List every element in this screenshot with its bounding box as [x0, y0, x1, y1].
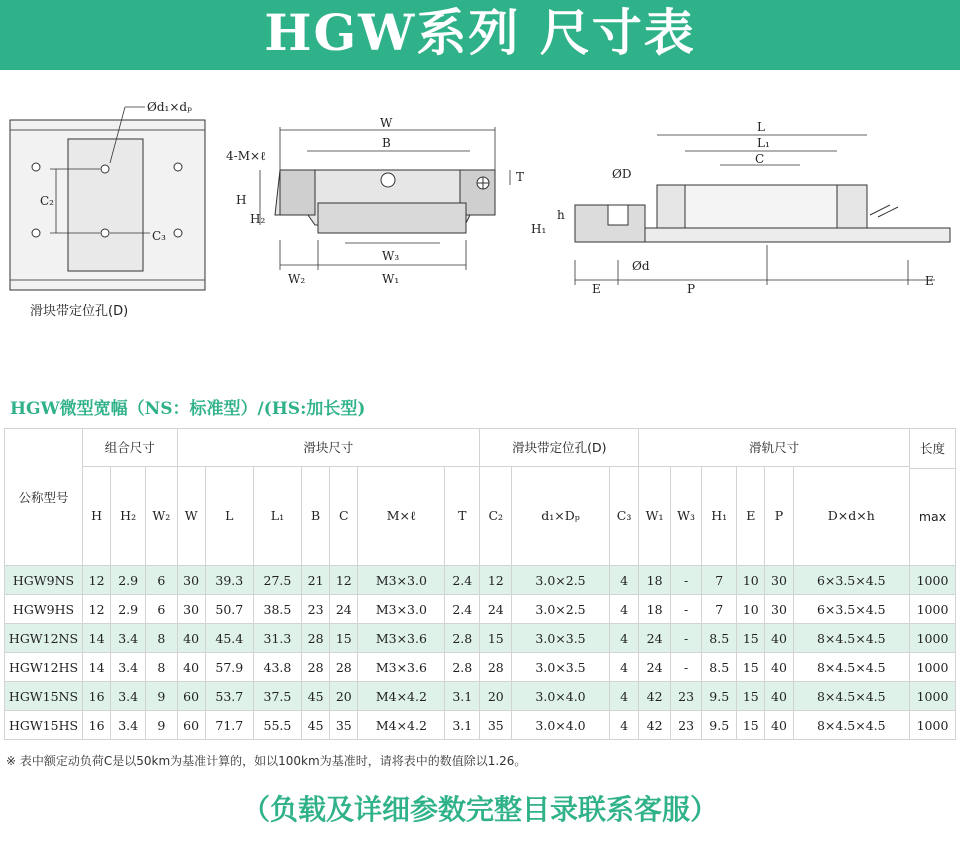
value-cell: M3×3.0: [358, 566, 445, 595]
value-cell: 21: [301, 566, 329, 595]
value-cell: 2.9: [111, 595, 146, 624]
value-cell: 15: [737, 711, 765, 740]
column-header: W: [177, 466, 205, 565]
value-cell: 10: [737, 566, 765, 595]
section-subtitle: HGW微型宽幅（NS：标准型）/(HS:加长型): [10, 399, 366, 419]
value-cell: M4×4.2: [358, 711, 445, 740]
value-cell: 28: [480, 653, 512, 682]
value-cell: 8×4.5×4.5: [793, 624, 909, 653]
label-w1: W₁: [382, 272, 400, 286]
value-cell: 10: [737, 595, 765, 624]
value-cell: 50.7: [205, 595, 253, 624]
value-cell: 6: [146, 566, 177, 595]
column-header: L₁: [253, 466, 301, 565]
value-cell: 57.9: [205, 653, 253, 682]
value-cell: 3.4: [111, 682, 146, 711]
group-header-slider: 滑块尺寸: [177, 429, 480, 467]
column-header: C: [330, 466, 358, 565]
value-cell: 4: [609, 595, 639, 624]
value-cell: 12: [480, 566, 512, 595]
value-cell: 23: [670, 711, 701, 740]
value-cell: 24: [639, 653, 670, 682]
model-cell: HGW9HS: [5, 595, 83, 624]
page-title: HGW系列 尺寸表: [264, 3, 696, 62]
value-cell: 37.5: [253, 682, 301, 711]
value-cell: -: [670, 566, 701, 595]
value-cell: 3.0×3.5: [512, 653, 609, 682]
table-row: [5, 711, 956, 740]
value-cell: 24: [639, 624, 670, 653]
column-header: E: [737, 466, 765, 565]
value-cell: 8.5: [702, 653, 737, 682]
value-cell: 18: [639, 595, 670, 624]
label-l1: L₁: [757, 136, 770, 150]
value-cell: 3.1: [445, 682, 480, 711]
label-c2: C₂: [40, 194, 54, 208]
value-cell: 1000: [910, 566, 956, 595]
group-header-combined: 组合尺寸: [83, 429, 178, 467]
value-cell: 12: [83, 595, 111, 624]
label-h1: H₁: [531, 222, 547, 236]
value-cell: 24: [480, 595, 512, 624]
value-cell: 27.5: [253, 566, 301, 595]
value-cell: 40: [765, 682, 793, 711]
value-cell: 15: [330, 624, 358, 653]
value-cell: 30: [765, 595, 793, 624]
label-h: H: [236, 193, 247, 207]
column-header: D×d×h: [793, 466, 909, 565]
value-cell: 14: [83, 653, 111, 682]
value-cell: 23: [670, 682, 701, 711]
table-row: [5, 566, 956, 595]
length-header: [910, 429, 956, 566]
value-cell: 23: [301, 595, 329, 624]
value-cell: 3.0×2.5: [512, 595, 609, 624]
value-cell: 2.9: [111, 566, 146, 595]
value-cell: 15: [737, 653, 765, 682]
value-cell: 1000: [910, 595, 956, 624]
table-row: [5, 653, 956, 682]
table-row: [5, 595, 956, 624]
label-t: T: [516, 170, 525, 184]
column-header: W₃: [670, 466, 701, 565]
value-cell: 42: [639, 682, 670, 711]
value-cell: 14: [83, 624, 111, 653]
label-e-left: E: [592, 282, 601, 296]
group-header-locating: 滑块带定位孔(D): [480, 429, 639, 467]
group-header-rail: 滑轨尺寸: [639, 429, 910, 467]
value-cell: 42: [639, 711, 670, 740]
value-cell: 30: [177, 595, 205, 624]
value-cell: 8: [146, 624, 177, 653]
table-row: [5, 624, 956, 653]
value-cell: 9: [146, 711, 177, 740]
label-mxl: 4-M×ℓ: [226, 149, 266, 163]
value-cell: 45: [301, 682, 329, 711]
column-header: P: [765, 466, 793, 565]
label-l: L: [757, 120, 765, 134]
spec-table: [4, 428, 956, 740]
value-cell: 1000: [910, 624, 956, 653]
label-p: P: [687, 282, 696, 296]
value-cell: 40: [177, 624, 205, 653]
length-label: 长度: [910, 429, 955, 469]
value-cell: 2.4: [445, 595, 480, 624]
model-cell: HGW12NS: [5, 624, 83, 653]
value-cell: 9: [146, 682, 177, 711]
value-cell: 1000: [910, 653, 956, 682]
column-header: C₃: [609, 466, 639, 565]
value-cell: 28: [330, 653, 358, 682]
drawing-caption: 滑块带定位孔(D): [30, 304, 129, 319]
value-cell: 4: [609, 653, 639, 682]
value-cell: 7: [702, 566, 737, 595]
model-cell: HGW9NS: [5, 566, 83, 595]
value-cell: 39.3: [205, 566, 253, 595]
length-max-label: max: [918, 509, 947, 524]
value-cell: 43.8: [253, 653, 301, 682]
label-h-small: h: [557, 208, 565, 222]
value-cell: 30: [177, 566, 205, 595]
label-w2: W₂: [288, 272, 306, 286]
drawing-side-view: [531, 120, 950, 296]
model-cell: HGW12HS: [5, 653, 83, 682]
value-cell: M4×4.2: [358, 682, 445, 711]
value-cell: 6: [146, 595, 177, 624]
value-cell: 18: [639, 566, 670, 595]
label-h2: H₂: [250, 212, 266, 226]
value-cell: 9.5: [702, 682, 737, 711]
value-cell: 4: [609, 711, 639, 740]
column-header: M×ℓ: [358, 466, 445, 565]
label-e-right: E: [925, 274, 934, 288]
value-cell: 2.8: [445, 624, 480, 653]
value-cell: 35: [480, 711, 512, 740]
column-header: T: [445, 466, 480, 565]
value-cell: 15: [480, 624, 512, 653]
value-cell: 45: [301, 711, 329, 740]
title-banner: [0, 0, 960, 70]
value-cell: M3×3.0: [358, 595, 445, 624]
value-cell: 7: [702, 595, 737, 624]
value-cell: 8: [146, 653, 177, 682]
value-cell: 8.5: [702, 624, 737, 653]
column-header: H: [83, 466, 111, 565]
value-cell: 1000: [910, 682, 956, 711]
value-cell: 4: [609, 682, 639, 711]
value-cell: 3.0×4.0: [512, 682, 609, 711]
value-cell: 8×4.5×4.5: [793, 653, 909, 682]
value-cell: 2.4: [445, 566, 480, 595]
label-w3: W₃: [382, 249, 400, 263]
value-cell: 16: [83, 682, 111, 711]
value-cell: 3.4: [111, 624, 146, 653]
value-cell: 40: [765, 711, 793, 740]
value-cell: 24: [330, 595, 358, 624]
column-header: W₁: [639, 466, 670, 565]
value-cell: 12: [330, 566, 358, 595]
label-w: W: [380, 116, 393, 130]
value-cell: 38.5: [253, 595, 301, 624]
value-cell: 40: [177, 653, 205, 682]
value-cell: 15: [737, 682, 765, 711]
footnote: ※ 表中额定动负荷C是以50km为基准计算的，如以100km为基准时，请将表中的数值除以1.26。: [6, 754, 527, 768]
value-cell: 20: [480, 682, 512, 711]
model-cell: HGW15NS: [5, 682, 83, 711]
value-cell: 40: [765, 624, 793, 653]
value-cell: 15: [737, 624, 765, 653]
value-cell: 30: [765, 566, 793, 595]
value-cell: 60: [177, 682, 205, 711]
column-header: L: [205, 466, 253, 565]
value-cell: 35: [330, 711, 358, 740]
label-d1dp: Ød₁×dₚ: [147, 100, 192, 114]
label-c3: C₃: [152, 229, 166, 243]
column-headers: [5, 466, 956, 565]
value-cell: 3.4: [111, 711, 146, 740]
value-cell: 31.3: [253, 624, 301, 653]
column-header: C₂: [480, 466, 512, 565]
value-cell: 6×3.5×4.5: [793, 566, 909, 595]
column-header: d₁×Dₚ: [512, 466, 609, 565]
drawing-end-view: [226, 116, 524, 286]
column-header: H₁: [702, 466, 737, 565]
value-cell: 6×3.5×4.5: [793, 595, 909, 624]
value-cell: 3.0×2.5: [512, 566, 609, 595]
value-cell: 3.1: [445, 711, 480, 740]
column-header: W₂: [146, 466, 177, 565]
contact-footer: （负载及详细参数完整目录联系客服）: [241, 793, 718, 826]
value-cell: 16: [83, 711, 111, 740]
label-c: C: [755, 152, 765, 166]
technical-drawings: [0, 75, 960, 375]
value-cell: 3.4: [111, 653, 146, 682]
table-row: [5, 682, 956, 711]
value-cell: 40: [765, 653, 793, 682]
drawing-canvas: [0, 75, 960, 375]
column-header: H₂: [111, 466, 146, 565]
label-sd: Ød: [632, 259, 650, 273]
value-cell: 20: [330, 682, 358, 711]
value-cell: 4: [609, 566, 639, 595]
drawing-top-view: [10, 100, 205, 290]
value-cell: 45.4: [205, 624, 253, 653]
value-cell: 28: [301, 624, 329, 653]
value-cell: 3.0×3.5: [512, 624, 609, 653]
value-cell: 55.5: [253, 711, 301, 740]
value-cell: 4: [609, 624, 639, 653]
value-cell: 2.8: [445, 653, 480, 682]
model-cell: HGW15HS: [5, 711, 83, 740]
value-cell: 8×4.5×4.5: [793, 682, 909, 711]
value-cell: 60: [177, 711, 205, 740]
column-header: B: [301, 466, 329, 565]
value-cell: 53.7: [205, 682, 253, 711]
value-cell: -: [670, 595, 701, 624]
value-cell: 28: [301, 653, 329, 682]
value-cell: M3×3.6: [358, 624, 445, 653]
value-cell: M3×3.6: [358, 653, 445, 682]
table-body: [5, 566, 956, 740]
value-cell: -: [670, 653, 701, 682]
label-b: B: [382, 136, 391, 150]
value-cell: 9.5: [702, 711, 737, 740]
label-od: ØD: [612, 167, 632, 181]
value-cell: 1000: [910, 711, 956, 740]
model-header: 公称型号: [5, 429, 83, 566]
value-cell: -: [670, 624, 701, 653]
value-cell: 8×4.5×4.5: [793, 711, 909, 740]
value-cell: 71.7: [205, 711, 253, 740]
value-cell: 3.0×4.0: [512, 711, 609, 740]
value-cell: 12: [83, 566, 111, 595]
